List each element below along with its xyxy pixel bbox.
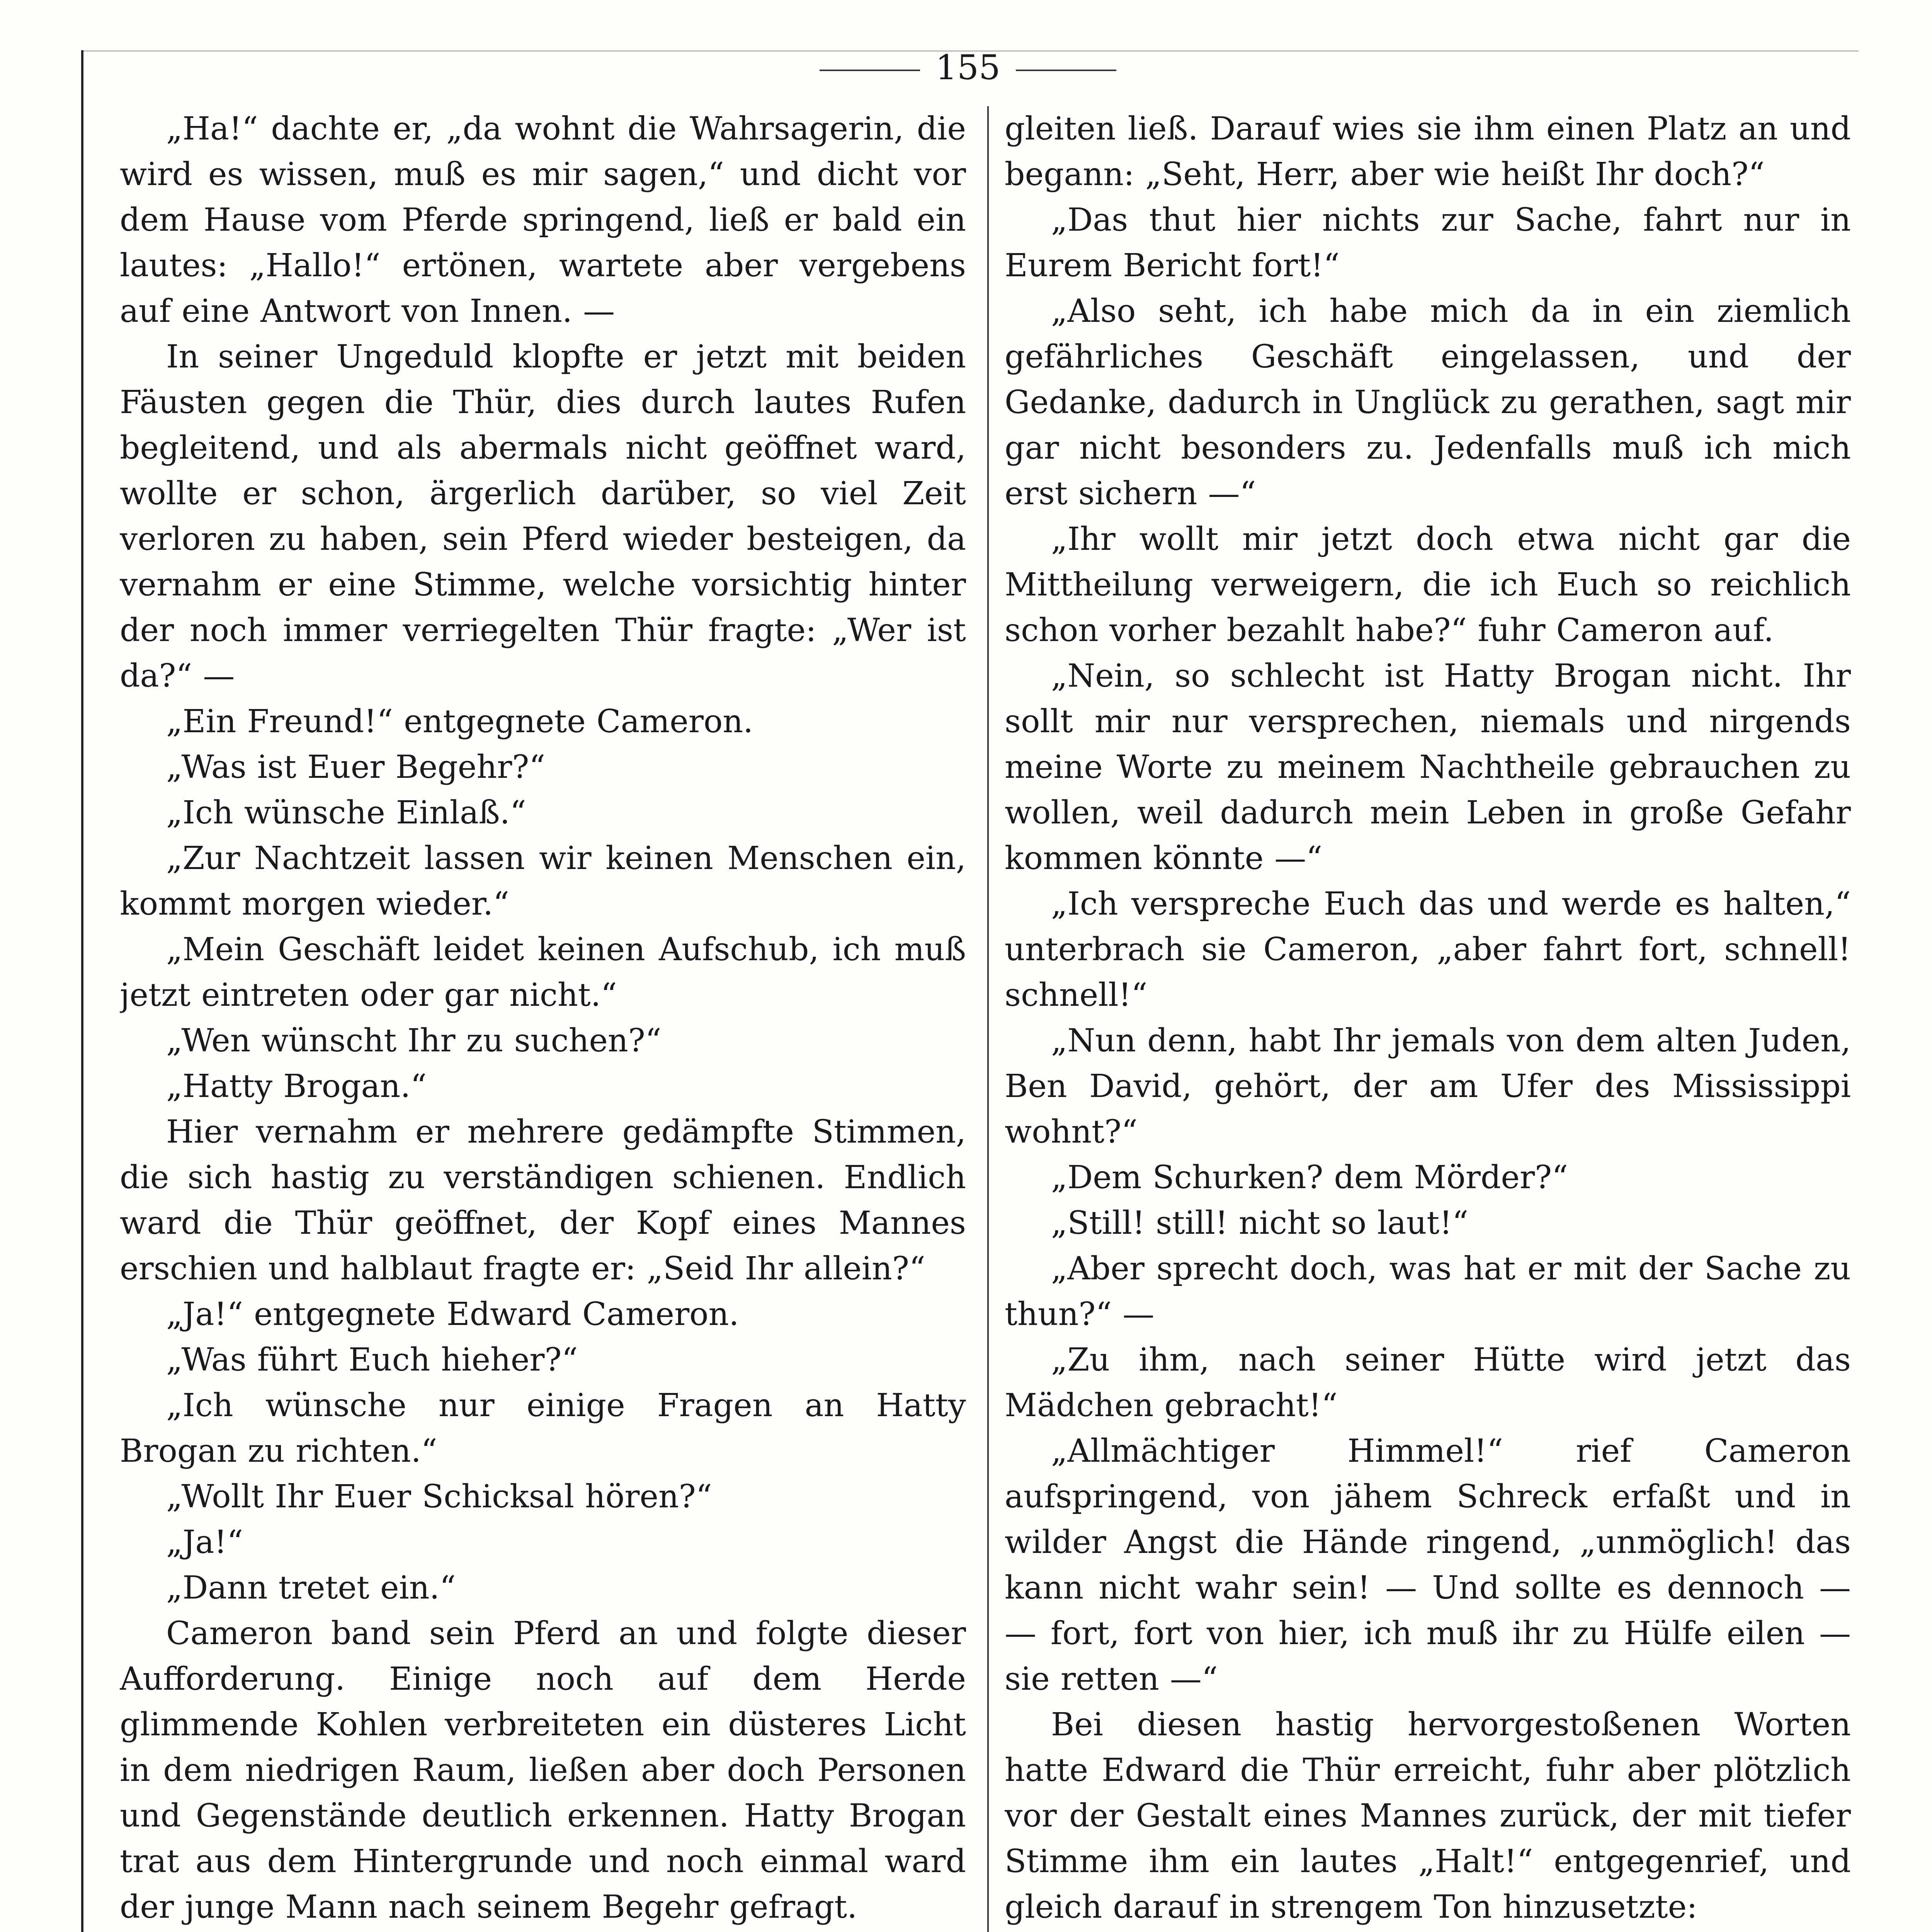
header-dash-right	[1016, 70, 1116, 71]
paragraph: „Ein Freund!“ entgegnete Cameron.	[166, 703, 753, 740]
paragraph: „Ihr wollt mir jetzt doch etwa nicht gar die Mittheilung verweigern, die ich Euch so reichlich schon vorher bezahlt habe?“ fuhr Cameron auf.	[1005, 521, 1851, 649]
paragraph: „Ich wünsche Einlaß.“	[166, 794, 526, 831]
paragraph: „Ja!“	[166, 1524, 243, 1561]
paragraph: „Zur Nachtzeit lassen wir keinen Menschen ein, kommt morgen wieder.“	[120, 840, 966, 922]
paragraph: „Aber sprecht doch, was hat er mit der Sache zu thun?“ —	[1005, 1250, 1851, 1333]
header-dash-left	[820, 70, 920, 71]
paragraph: „Dem Schurken? dem Mörder?“	[1051, 1159, 1568, 1196]
paragraph: „Wollt Ihr Euer Schicksal hören?“	[166, 1478, 712, 1515]
paragraph: „Zu ihm, nach seiner Hütte wird jetzt das Mädchen gebracht!“	[1005, 1342, 1851, 1424]
page-number-header	[0, 46, 1932, 89]
paragraph: „Hatty Brogan.“	[166, 1068, 427, 1105]
paragraph: Hier vernahm er mehrere gedämpfte Stimmen, die sich hastig zu verständigen schienen. Endlich ward die Thür geöffnet, der Kopf eines Mannes erschien und halblaut fragte er: „Seid Ihr allein?“	[120, 1114, 966, 1287]
left-border-line	[81, 50, 83, 1932]
paragraph: „Wen wünscht Ihr zu suchen?“	[166, 1022, 662, 1059]
paragraph: „Mein Geschäft leidet keinen Aufschub, ich muß jetzt eintreten oder gar nicht.“	[120, 931, 966, 1014]
paragraph: „Ja!“ entgegnete Edward Cameron.	[166, 1296, 739, 1333]
paragraph	[120, 1930, 966, 1932]
left-text-column	[120, 106, 966, 1932]
paragraph: „Nun denn, habt Ihr jemals von dem alten Juden, Ben David, gehört, der am Ufer des Mississippi wohnt?“	[1005, 1022, 1851, 1150]
paragraph: „Was führt Euch hieher?“	[166, 1342, 578, 1378]
paragraph: „Nein, so schlecht ist Hatty Brogan nicht. Ihr sollt mir nur versprechen, niemals und nirgends meine Worte zu meinem Nachtheile gebrauchen zu wollen, weil dadurch mein Leben in große Gefahr kommen könnte —“	[1005, 658, 1851, 877]
paragraph: In seiner Ungeduld klopfte er jetzt mit beiden Fäusten gegen die Thür, dies durch lautes Rufen begleitend, und als abermals nicht geöffnet ward, wollte er schon, ärgerlich darüber, so viel Zeit verloren zu haben, sein Pferd wieder besteigen, da vernahm er eine Stimme, welche vorsichtig hinter der noch immer verriegelten Thür fragte: „Wer ist da?“ —	[120, 338, 966, 694]
paragraph: gleiten ließ. Darauf wies sie ihm einen Platz an und begann: „Seht, Herr, aber wie heißt Ihr doch?“	[1005, 111, 1851, 193]
paragraph	[1005, 1930, 1851, 1932]
paragraph: „Ich verspreche Euch das und werde es halten,“ unterbrach sie Cameron, „aber fahrt fort, schnell! schnell!“	[1005, 886, 1851, 1014]
paragraph: Bei diesen hastig hervorgestoßenen Worten hatte Edward die Thür erreicht, fuhr aber plötzlich vor der Gestalt eines Mannes zurück, der mit tiefer Stimme ihm ein lautes „Halt!“ entgegenrief, und gleich darauf in strengem Ton hinzusetzte:	[1005, 1706, 1851, 1925]
right-text-column	[1005, 106, 1851, 1932]
paragraph: Cameron band sein Pferd an und folgte dieser Aufforderung. Einige noch auf dem Herde glimmende Kohlen verbreiteten ein düsteres Licht in dem niedrigen Raum, ließen aber doch Personen und Gegenstände deutlich erkennen. Hatty Brogan trat aus dem Hintergrunde und noch einmal ward der junge Mann nach seinem Begehr gefragt.	[120, 1615, 966, 1925]
paragraph: „Ha!“ dachte er, „da wohnt die Wahrsagerin, die wird es wissen, muß es mir sagen,“ und dicht vor dem Hause vom Pferde springend, ließ er bald ein lautes: „Hallo!“ ertönen, wartete aber vergebens auf eine Antwort von Innen. —	[120, 111, 966, 330]
paragraph: „Ich wünsche nur einige Fragen an Hatty Brogan zu richten.“	[120, 1387, 966, 1469]
page-number: 155	[935, 48, 1000, 87]
column-divider	[987, 106, 989, 1932]
paragraph: „Das thut hier nichts zur Sache, fahrt nur in Eurem Bericht fort!“	[1005, 202, 1851, 284]
paragraph: „Still! still! nicht so laut!“	[1051, 1205, 1469, 1242]
paragraph: „Also seht, ich habe mich da in ein ziemlich gefährliches Geschäft eingelassen, und der Gedanke, dadurch in Unglück zu gerathen, sagt mir gar nicht besonders zu. Jedenfalls muß ich mich erst sichern —“	[1005, 293, 1851, 512]
paragraph: „Dann tretet ein.“	[166, 1570, 456, 1606]
paragraph: „Was ist Euer Begehr?“	[166, 749, 546, 786]
paragraph: „Allmächtiger Himmel!“ rief Cameron aufspringend, von jähem Schreck erfaßt und in wilder Angst die Hände ringend, „unmöglich! das kann nicht wahr sein! — Und sollte es dennoch — — fort, fort von hier, ich muß ihr zu Hülfe eilen — sie retten —“	[1005, 1433, 1851, 1697]
